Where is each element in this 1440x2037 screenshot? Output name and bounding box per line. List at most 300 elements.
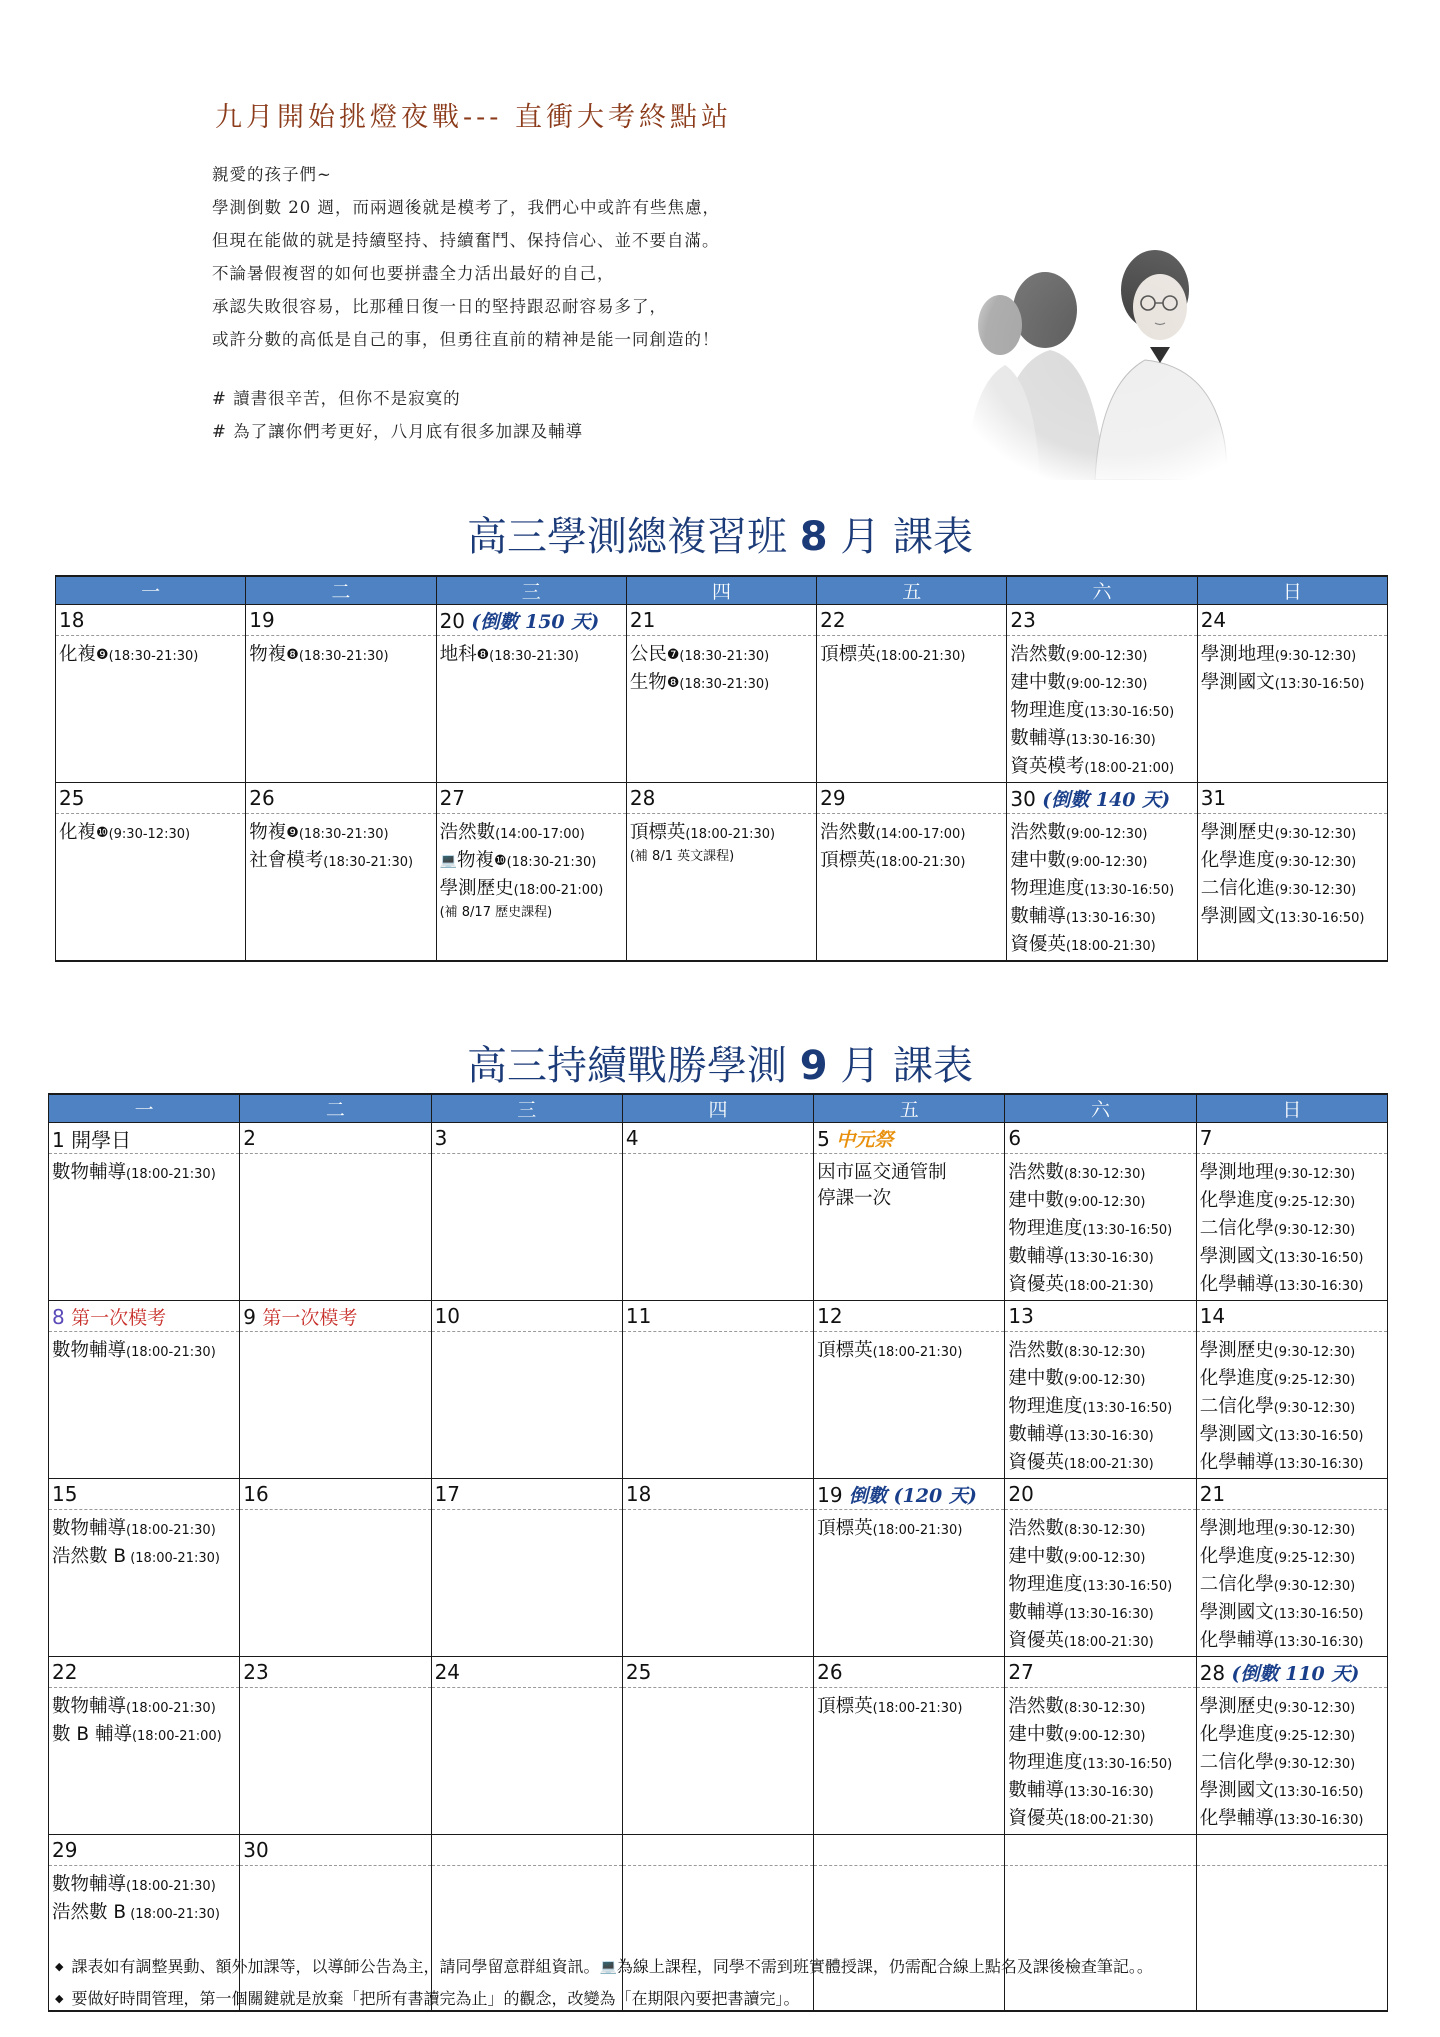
date-cell [1196,1301,1387,1332]
date-cell [1005,1123,1196,1154]
date-cell [622,1657,813,1688]
class-name: 化學輔導 [1199,1808,1274,1829]
date-cell [240,1835,431,1866]
class-entry [1010,848,1193,876]
class-entry [249,642,432,670]
class-entry [817,1186,1001,1212]
day-cell [1197,636,1387,783]
date-cell [626,783,816,814]
day-cell [431,1688,622,1835]
class-entry [1200,1366,1384,1394]
weekday-header: 日 [1196,1094,1387,1123]
day-cell [240,1688,431,1835]
class-entry [440,876,623,904]
class-row [49,1332,1388,1479]
class-entry [1008,1628,1192,1656]
date-cell [431,1479,622,1510]
date-number: 5 [817,1126,830,1151]
day-cell [49,1510,240,1657]
class-entry [52,1160,236,1188]
day-cell [240,1154,431,1301]
date-cell [436,605,626,636]
date-cell [49,1835,240,1866]
class-entry [1008,1338,1192,1366]
class-name: 資優英 [1008,1274,1064,1295]
class-name: 資優英 [1010,934,1066,955]
class-time: (13:30-16:30) [1273,1813,1364,1828]
class-entry [1010,932,1193,960]
weekday-header: 五 [814,1094,1005,1123]
class-time: (18:00-21:30) [1063,1813,1154,1828]
class-name: 資優英 [1008,1452,1064,1473]
class-name: 化學進度 [1200,850,1275,871]
class-name: 頂標英 [629,822,686,843]
date-cell [436,783,626,814]
class-name: 數輔導 [1008,1424,1064,1445]
class-time: (9:30-12:30) [1274,883,1357,898]
class-time: (13:30-16:50) [1273,1785,1364,1800]
class-name: 化學輔導 [1199,1452,1274,1473]
class-entry [440,820,623,848]
date-cell [814,1479,1005,1510]
class-name: 二信化進 [1200,878,1275,899]
class-entry [820,642,1003,670]
class-row [49,1510,1388,1657]
class-entry [1010,726,1193,754]
class-entry [630,642,813,670]
day-cell [1196,1332,1387,1479]
day-cell [1197,814,1387,962]
date-row [49,1301,1388,1332]
day-cell [246,814,436,962]
class-entry [1008,1244,1192,1272]
date-row [56,783,1388,814]
class-time: (13:30-16:30) [1063,1785,1154,1800]
countdown-label: 倒數 (120 天) [848,1484,977,1507]
date-number: 24 [1200,608,1227,632]
class-name: 公民 [629,644,667,665]
cell-note: (補 8/17 歷史課程) [439,905,553,920]
class-time: (13:30-16:30) [1065,911,1156,926]
class-name: 物複 [249,644,287,665]
day-cell [1005,1866,1196,2012]
cell-note: (補 8/1 英文課程) [629,849,735,864]
day-cell [49,1688,240,1835]
day-cell [817,636,1007,783]
class-name: 頂標英 [817,1696,873,1717]
class-name: 浩然數 [1010,822,1066,843]
date-cell [622,1301,813,1332]
class-name: 學測地理 [1200,644,1275,665]
class-entry [1200,1394,1384,1422]
class-entry [1200,1272,1384,1300]
session-number-icon: ❼ [666,647,680,663]
class-time: (13:30-16:30) [1063,1251,1154,1266]
date-number: 30 [1010,786,1036,811]
date-cell [431,1835,622,1866]
class-name: 建中數 [1008,1368,1064,1389]
weekday-header: 六 [1005,1094,1196,1123]
date-number: 8 [52,1304,65,1329]
class-time: (8:30-12:30) [1063,1701,1146,1716]
footer-note-1: ◆ 課表如有調整異動、額外加課等，以導師公告為主，請同學留意群組資訊。💻為線上課程，同學不需到班實體授課，仍需配合線上點名及課後檢查筆記。。 [55,1957,1153,1976]
class-name: 物理進度 [1008,1752,1083,1773]
laptop-icon: 💻 [439,853,457,869]
class-entry [1008,1366,1192,1394]
date-cell [431,1301,622,1332]
date-number: 16 [243,1482,269,1506]
date-number: 18 [59,608,85,632]
class-name: 數物輔導 [52,1696,127,1717]
class-name: 二信化學 [1199,1574,1274,1595]
class-entry [249,820,432,848]
class-time: (9:25-12:30) [1273,1729,1356,1744]
class-time: (8:30-12:30) [1063,1167,1146,1182]
class-entry [1200,1628,1384,1656]
class-entry [1200,1450,1384,1478]
class-time: (18:00-21:00) [1084,761,1175,776]
class-name: 學測地理 [1199,1518,1274,1539]
hashtag-line: # 為了讓你們考更好，八月底有很多加課及輔導 [212,422,584,441]
date-row [56,605,1388,636]
date-number: 7 [1199,1126,1213,1150]
class-entry [1200,1338,1384,1366]
date-number: 24 [434,1660,461,1684]
august-title: 高三學測總複習班 8 月 課表 [467,514,973,560]
day-cell [431,1332,622,1479]
weekday-header: 一 [56,576,246,605]
class-name: 學測歷史 [1199,1696,1274,1717]
session-number-icon: ❽ [476,647,490,663]
class-time: (18:00-21:30) [126,1551,220,1566]
day-cell [622,1510,813,1657]
date-number: 29 [820,786,846,810]
class-name: 物理進度 [1008,1396,1083,1417]
day-cell [1007,636,1197,783]
class-name: 因市區交通管制 [817,1162,947,1183]
exam-label: 第一次模考 [71,1306,167,1329]
class-time: (9:00-12:30) [1063,1729,1146,1744]
class-entry [1008,1160,1192,1188]
bullet-icon: ◆ [55,1992,64,2005]
headline: 九月開始挑燈夜戰--- 直衝大考終點站 [215,102,732,133]
class-entry [820,820,1003,848]
class-name: 浩然數 [1008,1340,1064,1361]
class-entry [1200,1722,1384,1750]
class-entry [1201,848,1384,876]
class-name: 建中數 [1008,1546,1064,1567]
date-cell [1196,1657,1387,1688]
class-name: 化學輔導 [1199,1274,1274,1295]
date-number: 23 [1010,608,1036,632]
class-entry [1201,670,1384,698]
class-name: 生物 [629,672,667,693]
class-time: (8:30-12:30) [1063,1523,1146,1538]
date-number: 12 [817,1304,843,1328]
countdown-label: (倒數 150 天) [471,610,600,633]
date-number: 14 [1199,1304,1226,1328]
class-time: (9:00-12:30) [1065,649,1148,664]
class-name: 學測國文 [1199,1246,1274,1267]
class-entry [1200,1572,1384,1600]
class-time: (18:00-21:30) [872,1345,963,1360]
class-time: (13:30-16:30) [1273,1457,1364,1472]
class-time: (18:00-21:30) [126,1345,216,1360]
class-name: 數物輔導 [52,1518,127,1539]
date-number: 13 [1008,1304,1034,1328]
date-number: 20 [439,608,466,633]
class-name: 化學進度 [1199,1190,1274,1211]
date-cell [1196,1835,1387,1866]
day-cell [626,636,816,783]
date-number: 21 [1199,1482,1226,1506]
class-time: (18:00-21:30) [126,1523,216,1538]
date-number: 3 [434,1126,448,1150]
class-row [49,1154,1388,1301]
class-entry [1200,1778,1384,1806]
class-time: (9:30-12:30) [1273,1523,1356,1538]
class-time: (18:00-21:30) [872,1523,963,1538]
class-time: (18:00-21:00) [513,883,604,898]
day-cell [1007,814,1197,962]
day-cell [814,1510,1005,1657]
class-entry [440,848,623,876]
class-time: (18:00-21:30) [872,1701,963,1716]
class-time: (13:30-16:50) [1274,911,1365,926]
date-number: 30 [243,1838,269,1862]
class-entry [1200,1516,1384,1544]
class-name: 浩然數 B [52,1546,127,1567]
class-name: 停課一次 [817,1188,892,1209]
date-number: 23 [243,1660,269,1684]
class-name: 數輔導 [1010,728,1066,749]
class-name: 浩然數 [439,822,496,843]
class-entry [1008,1750,1192,1778]
class-entry [1008,1544,1192,1572]
day-cell [240,1332,431,1479]
class-time: (18:30-21:30) [679,649,770,664]
date-cell [1197,783,1387,814]
class-time: (9:25-12:30) [1273,1373,1356,1388]
day-cell [246,636,436,783]
class-row [56,814,1388,962]
date-cell [240,1301,431,1332]
letter-line: 親愛的孩子們~ [212,165,332,184]
class-name: 學測地理 [1199,1162,1274,1183]
weekday-header: 二 [246,576,436,605]
class-time: (13:30-16:30) [1063,1607,1154,1622]
class-time: (18:00-21:30) [1063,1279,1154,1294]
class-name: 頂標英 [820,850,876,871]
day-cell [814,1866,1005,2012]
date-cell [622,1835,813,1866]
date-cell [240,1479,431,1510]
class-name: 資英模考 [1010,756,1085,777]
class-entry [1200,1750,1384,1778]
day-cell [622,1688,813,1835]
day-cell [1005,1332,1196,1479]
date-number: 2 [243,1126,257,1150]
student-photo [955,235,1255,480]
date-cell [246,605,436,636]
date-number: 26 [249,786,275,810]
date-row [49,1479,1388,1510]
class-entry [59,820,242,848]
date-number: 11 [625,1304,652,1328]
date-cell [49,1301,240,1332]
date-cell [1007,783,1197,814]
class-time: (13:30-16:30) [1065,733,1156,748]
date-cell [817,605,1007,636]
august-calendar [55,575,1388,962]
class-time: (9:30-12:30) [108,827,191,842]
day-cell [814,1154,1005,1301]
class-entry [1201,904,1384,932]
class-time: (18:30-21:30) [298,649,389,664]
class-time: (18:00-21:30) [875,855,966,870]
class-entry [1200,1244,1384,1272]
day-cell [431,1510,622,1657]
letter-line: 或許分數的高低是自己的事，但勇往直前的精神是能一同創造的！ [212,330,720,349]
class-entry [1008,1394,1192,1422]
class-time: (9:30-12:30) [1273,1345,1356,1360]
day-cell [49,1154,240,1301]
class-time: (9:00-12:30) [1063,1195,1146,1210]
class-name: 物理進度 [1010,700,1085,721]
date-row [49,1835,1388,1866]
class-time: (13:30-16:50) [1082,1579,1173,1594]
class-entry [1008,1422,1192,1450]
class-entry [1201,876,1384,904]
day-cell [240,1510,431,1657]
class-name: 物複 [249,822,287,843]
class-name: 數 B 輔導 [52,1724,132,1745]
day-cell [1196,1154,1387,1301]
class-entry [1008,1188,1192,1216]
class-entry [1010,698,1193,726]
class-time: (9:00-12:30) [1063,1551,1146,1566]
class-time: (18:30-21:30) [108,649,199,664]
class-name: 數輔導 [1008,1780,1064,1801]
date-number: 28 [1199,1660,1226,1685]
date-row [49,1123,1388,1154]
session-number-icon: ❾ [96,647,109,663]
date-number: 25 [59,786,85,810]
class-name: 浩然數 [1010,644,1066,665]
class-name: 二信化學 [1199,1218,1274,1239]
class-name: 資優英 [1008,1808,1064,1829]
date-cell [1005,1835,1196,1866]
letter-line: 承認失敗很容易，比那種日復一日的堅持跟忍耐容易多了， [212,297,667,316]
date-number: 17 [434,1482,461,1506]
letter-line: 學測倒數 20 週，而兩週後就是模考了，我們心中或許有些焦慮， [212,198,720,217]
class-name: 學測歷史 [1199,1340,1274,1361]
class-time: (9:30-12:30) [1274,827,1357,842]
date-cell [240,1123,431,1154]
class-time: (18:30-21:30) [323,855,414,870]
day-cell [1005,1154,1196,1301]
weekday-header: 二 [240,1094,431,1123]
class-entry [1200,1216,1384,1244]
class-entry [817,1338,1001,1366]
class-entry [1010,820,1193,848]
class-name: 建中數 [1010,672,1066,693]
date-number: 26 [817,1660,843,1684]
class-time: (18:00-21:30) [1063,1457,1154,1472]
class-name: 化學進度 [1199,1546,1274,1567]
class-time: (9:30-12:30) [1273,1167,1356,1182]
class-time: (18:00-21:30) [126,1907,220,1922]
date-cell [246,783,436,814]
class-entry [1010,754,1193,782]
date-number: 25 [625,1660,652,1684]
class-entry [1200,1544,1384,1572]
class-name: 學測國文 [1199,1424,1274,1445]
class-name: 物理進度 [1008,1574,1083,1595]
class-time: (8:30-12:30) [1063,1345,1146,1360]
class-entry [1008,1694,1192,1722]
session-number-icon: ❾ [286,825,299,841]
class-time: (9:25-12:30) [1273,1551,1356,1566]
class-name: 頂標英 [820,644,876,665]
date-number: 18 [625,1482,652,1506]
class-time: (9:30-12:30) [1273,1579,1356,1594]
session-number-icon: ❿ [96,825,109,841]
date-number: 22 [52,1660,78,1684]
day-cell [56,814,246,962]
date-cell [817,783,1007,814]
day-cell [56,636,246,783]
class-entry [52,1722,236,1750]
day-cell [1196,1688,1387,1835]
weekday-header: 六 [1007,576,1197,605]
class-time: (9:30-12:30) [1273,1701,1356,1716]
date-number: 19 [249,608,275,632]
class-name: 學測國文 [1200,906,1275,927]
class-entry [1200,1188,1384,1216]
date-cell [622,1479,813,1510]
class-entry [1200,1422,1384,1450]
class-entry [1010,642,1193,670]
class-entry [1008,1450,1192,1478]
date-cell [49,1657,240,1688]
class-time: (9:30-12:30) [1274,855,1357,870]
class-name: 地科 [439,644,477,665]
class-entry [817,1160,1001,1186]
class-time: (18:30-21:30) [489,649,579,664]
class-time: (18:00-21:30) [126,1167,216,1182]
class-entry [52,1694,236,1722]
day-cell [49,1332,240,1479]
class-entry [1200,1600,1384,1628]
class-time: (13:30-16:30) [1063,1429,1154,1444]
class-name: 學測國文 [1200,672,1275,693]
session-number-icon: ❿ [494,853,507,869]
date-number: 31 [1200,786,1227,810]
class-name: 頂標英 [817,1340,873,1361]
day-cell [1005,1510,1196,1657]
class-name: 化複 [59,644,97,665]
class-time: (13:30-16:50) [1082,1401,1173,1416]
class-entry [1008,1216,1192,1244]
class-name: 物理進度 [1008,1218,1083,1239]
class-entry [52,1516,236,1544]
class-name: 學測國文 [1199,1780,1274,1801]
september-calendar [48,1093,1388,2012]
countdown-label: (倒數 110 天) [1231,1662,1360,1685]
class-time: (18:30-21:30) [506,855,597,870]
class-name: 建中數 [1010,850,1066,871]
